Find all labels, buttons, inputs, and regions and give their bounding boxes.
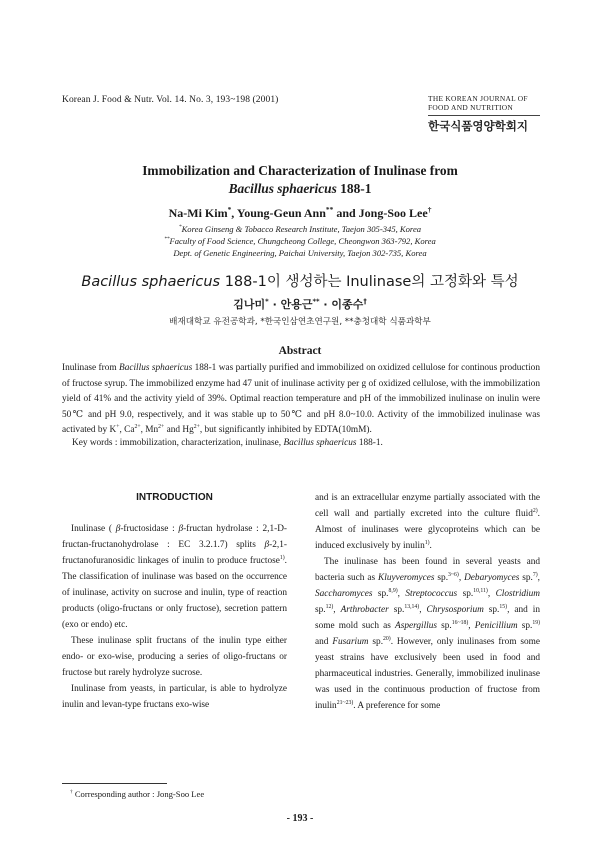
publisher-name-en-2: FOOD AND NUTRITION [428,103,514,112]
author-3-mark: † [427,205,432,214]
author-2: , Young-Geun Ann [231,206,326,220]
section-heading-introduction: INTRODUCTION [136,492,213,503]
keywords: Key words : immobilization, characterization, inulinase, Bacillus sphaericus 188-1. [72,438,383,448]
species-name: Bacillus sphaericus [228,181,337,196]
author-1: Na-Mi Kim [168,206,228,220]
citation: 1) [279,554,285,561]
journal-reference: Korean J. Food & Nutr. Vol. 14. No. 3, 193~198 (2001) [62,95,279,105]
paragraph: Inulinase from yeasts, in particular, is able to hydrolyze inulin and levan-type fructans exo-wise [62,684,287,710]
body-column-left [62,490,287,713]
body-column-right [315,490,540,714]
abstract-body: Inulinase from Bacillus sphaericus 188-1 was partially purified and immobilized on oxidized cellulose for continous production of fructose syrup. The immobilized enzyme had 47 unit of inulinase activity per g of oxidized cellulose, with the immobilization yield of 41% and the activity yield of 39%. Optimal reaction temperature and pH of the immobilized inulinase on inulin were 50℃ and pH 9.0, respectively, and it was stable up to 50℃ and pH 8.0~10.0. Activity of the immobilized inulinase was activated by K+, $Ca^{2+}$, $Mn^{2+}$ and $Hg^{2+}$, but significantly inhibited by EDTA(10mM). [62,363,540,436]
paragraph: Inulinase ( β-fructosidase : β-fructan hydrolase : 2,1-D-fructan-fructanohydrolase : EC 3.2.1.7) splits β-2,1-fructanofuranosidic linkages of inulin to produce fructose$^{1)}$. The classification of inulinase was based on the occurrence of inulinase, activity on sucrose and inulin, type of reaction products (oligo-fructans or only fructose), secretion pattern (exo or endo) etc. [62,524,288,630]
corresponding-author-footnote: † Corresponding author : Jong-Soo Lee [70,789,205,799]
affiliation-2: **Faculty of Food Science, Chungcheong College, Cheongwon 363-792, Korea [164,236,436,246]
footnote-divider [62,783,167,784]
affiliation-1-mark: * [178,224,182,231]
page-number: - 193 - [286,813,314,824]
publisher-name-ko: 한국식품영양학회지 [428,115,540,134]
affiliation-3: Dept. of Genetic Engineering, Paichai University, Taejon 302-735, Korea [173,248,427,258]
author-list [60,206,540,221]
abstract-heading: Abstract [278,345,322,357]
author-1-mark: * [227,205,232,214]
publisher-name-en-1: THE KOREAN JOURNAL OF [428,94,528,103]
paragraph: These inulinase split fructans of the inulin type either endo- or exo-wise, producing a series of oligo-fructans or fructose but rarely hydrolyze sucrose. [62,636,287,678]
citation: 2) [532,507,538,514]
korean-affiliation: 배재대학교 유전공학과, *한국인삼연초연구원, **충청대학 식품과학부 [169,317,431,327]
paper-title-line-1: Immobilization and Characterization of Inulinase from [142,163,458,178]
paragraph: and is an extracellular enzyme partially associated with the cell wall and partially excreted into the culture fluid$^{2)}$. Almost of inulinases were glycoproteins which can be induced exclusively by inulin$^{1)}$. [315,493,540,551]
strain-id: 188-1 [336,181,372,196]
publisher-block [428,94,540,134]
paper-title-line-2 [60,181,540,197]
korean-author-list: 김나미* · 안용근** · 이종수† [233,297,367,311]
korean-title: Bacillus sphaericus 188-1이 생성하는 Inulinase의 고정화와 특성 [81,274,519,290]
footnote-mark: † [70,789,73,796]
affiliation-1: *Korea Ginseng & Tobacco Research Institute, Taejon 305-345, Korea [178,224,422,234]
citation: 1) [424,539,430,546]
author-3: and Jong-Soo Lee [333,206,428,220]
affiliation-2-mark: ** [164,236,170,243]
paragraph: The inulinase has been found in several yeasts and bacteria such as Kluyveromyces sp.$^{3\sim 6)}$, Debaryomyces sp.$^{7)}$, Saccharomyces sp.$^{8,9)}$, Streptococcus sp.$^{10,11)}$, Clostridium sp.$^{12)}$, Arthrobacter sp.$^{13,14)}$, Chrysosporium sp.$^{15)}$, and in some mold such as Aspergillus sp.$^{16\sim 18)}$, Penicillium sp.$^{19)}$ and Fusarium sp.$^{20)}$. However, only inulinases from some yeast strains have exclusively been used in food and pharmaceutical industries. Generally, immobilized inulinase was used in the continuous production of fructose from inulin$^{21\sim 23)}$. A preference for some [315,557,541,711]
author-2-mark: ** [325,205,334,214]
